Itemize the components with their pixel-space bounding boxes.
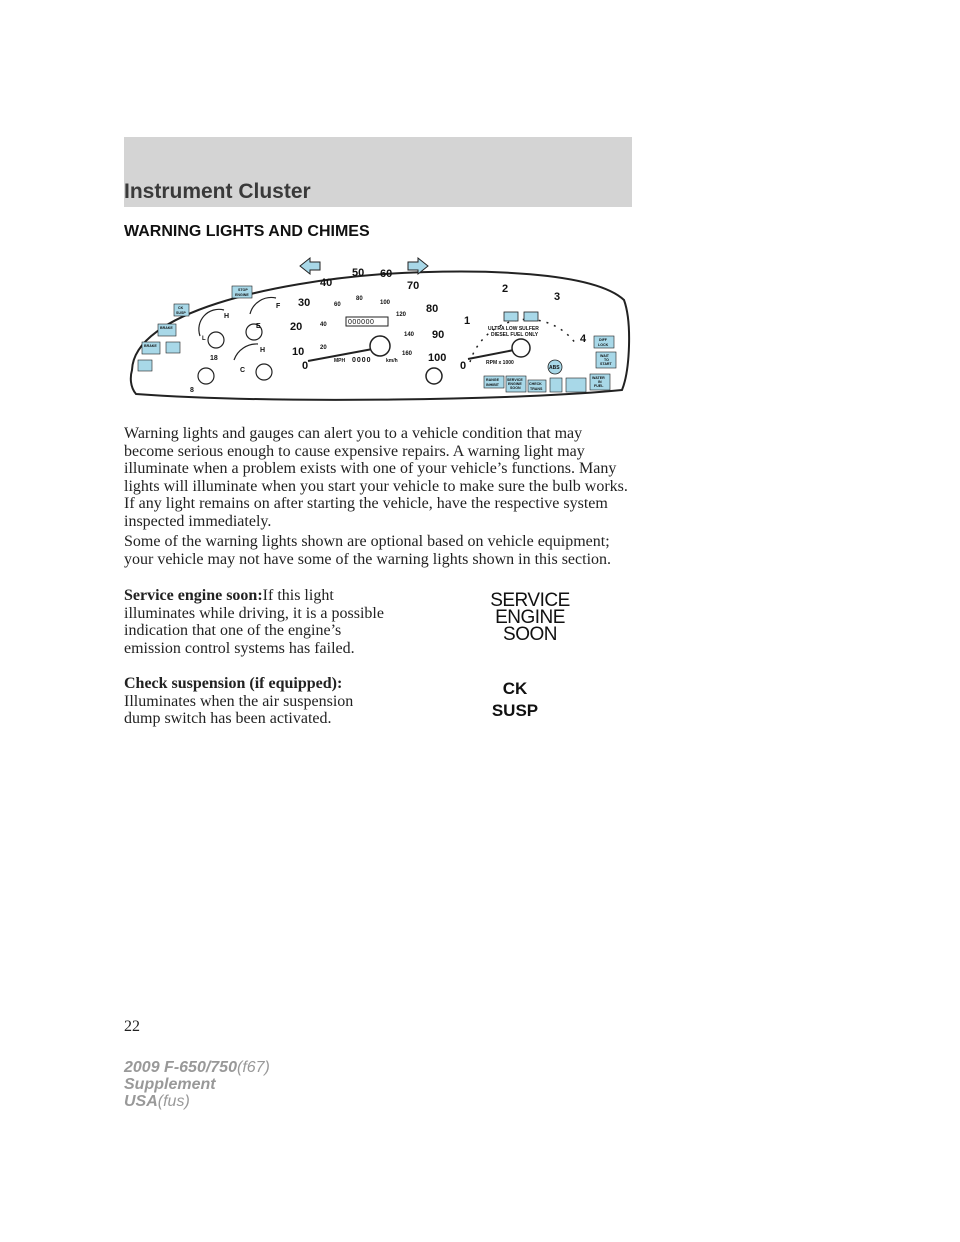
units-mph: MPH [334,358,346,364]
check-trans-line2: TRANS [530,387,543,391]
check-suspension-lead: Check suspension (if equipped): [124,675,343,692]
speed-kmh-120: 120 [396,312,407,318]
diff-lock-line2: LOCK [598,343,609,347]
footer-supplement: Supplement [124,1076,216,1093]
speedometer-hub [370,336,390,356]
oil-low-label: L [202,336,206,342]
trailer-indicator [566,378,586,392]
speed-mph-20: 20 [290,321,303,333]
speed-mph-60: 60 [380,268,393,280]
wait-to-start-line1: WAIT [600,354,609,358]
page-number: 22 [124,1018,140,1035]
voltmeter-hub [198,368,214,384]
footer-model: 2009 F-650/750 [124,1059,237,1076]
check-suspension-text: Illuminates when the air suspension dump switch has been activated. [124,692,354,727]
ck-susp-symbol [460,678,570,722]
range-inhibit-line1: RANGE [486,378,499,382]
fuel-notice-line2: DIESEL FUEL ONLY [491,332,539,338]
footer [124,1059,270,1110]
tach-hub [512,339,530,357]
ck-susp-line2: SUSP [176,311,186,315]
speed-kmh-20: 20 [320,345,327,351]
intro-paragraph: Warning lights and gauges can alert you to a vehicle condition that may become serious enough to cause expensive repairs. A warning light may illuminate when a problem exists with one of your vehicle’s functions. Many lights will illuminate when you start your vehicle to make sure the bulb works. If any light remains on after starting the vehicle, have the respective system inspected immediately. [124,425,628,530]
oil-pressure-gauge-hub [208,332,224,348]
battery-indicator [166,342,180,353]
service-symbol-line3: SOON [503,624,557,645]
tach-3: 3 [554,291,561,303]
speed-mph-90: 90 [432,329,445,341]
check-trans-line1: CHECK [529,382,542,386]
seatbelt-indicator [550,378,562,392]
temp-gauge-hub [256,364,272,380]
footer-region-code: (fus) [157,1093,190,1110]
ford-logo-icon [426,368,442,384]
speed-kmh-80: 80 [356,296,363,302]
left-turn-arrow [300,258,320,274]
speed-kmh-60: 60 [334,302,341,308]
tach-4: 4 [580,333,587,345]
speed-mph-70: 70 [407,280,420,292]
speed-mph-40: 40 [320,277,333,289]
water-in-fuel-line1: WATER [592,376,605,380]
optional-lights-paragraph: Some of the warning lights shown are optional based on vehicle equipment; your vehicle may not have some of the warning lights shown in this section. [124,533,612,568]
page-heading: WARNING LIGHTS AND CHIMES [124,223,370,240]
odometer-readout: 000000 [348,319,375,326]
footer-model-code: (f67) [236,1059,270,1076]
speed-kmh-100: 100 [380,300,391,306]
tach-2: 2 [502,283,509,295]
volt-low-label: 8 [190,387,194,394]
stop-engine-line2: ENGINE [235,293,249,297]
volt-high-label: 18 [210,355,218,362]
speed-mph-80: 80 [426,303,439,315]
speed-mph-0: 0 [302,360,309,372]
speed-mph-10: 10 [292,346,305,358]
service-engine-line1: SERVICE [507,378,523,382]
abs-label: ABS [549,365,560,371]
service-symbol-line2: ENGINE [495,607,565,628]
fuel-indicator [524,312,538,321]
tach-1: 1 [464,315,471,327]
service-engine-lead: Service engine soon: [124,587,263,604]
fuel-full-label: F [276,303,281,310]
oil-high-label: H [224,313,230,320]
service-engine-text: If this light illuminates while driving, it is a possible indication that one of the engine’s emission control systems has failed. [124,587,384,657]
water-in-fuel-line2: IN [598,380,602,384]
brake-label-2: BRAKE [144,344,157,348]
speed-kmh-160: 160 [402,351,413,357]
speed-kmh-40: 40 [320,322,327,328]
ck-symbol-line2: SUSP [491,701,539,720]
section-title: Instrument Cluster [124,180,311,203]
check-suspension-description [124,675,386,728]
speed-mph-50: 50 [352,267,365,279]
water-in-fuel-line3: FUEL [594,384,604,388]
range-inhibit-line2: INHIBIT [486,383,499,387]
service-engine-line2: ENGINE [508,382,522,386]
tach-label: RPM x 1000 [486,360,514,366]
instrument-cluster-illustration [124,252,636,412]
footer-region: USA [124,1093,158,1110]
temp-cold-label: C [240,367,246,374]
wait-to-start-line3: START [600,362,612,366]
units-kmh: km/h [386,358,398,364]
headlamp-indicator [504,312,518,321]
service-symbol-line1: SERVICE [490,590,570,611]
speed-kmh-140: 140 [404,332,415,338]
trip-readout: 0000 [352,357,372,364]
wait-to-start-line2: TO [604,358,609,362]
service-engine-line3: SOON [510,386,521,390]
speed-mph-30: 30 [298,297,311,309]
tach-0: 0 [460,360,467,372]
speed-mph-100: 100 [428,352,447,364]
ck-symbol-line1: CK [502,679,528,698]
glow-plug-indicator [138,360,152,371]
diff-lock-line1: DIFF [599,338,607,342]
service-engine-description [124,587,386,657]
temp-hot-label: H [260,347,266,354]
fuel-empty-label: E [256,323,261,330]
ck-susp-line1: CK [178,306,184,310]
brake-label-1: BRAKE [160,326,173,330]
fuel-notice-line1: ULTRA LOW SULFER [488,326,539,332]
service-engine-soon-symbol [460,592,600,643]
stop-engine-line1: STOP [238,288,248,292]
